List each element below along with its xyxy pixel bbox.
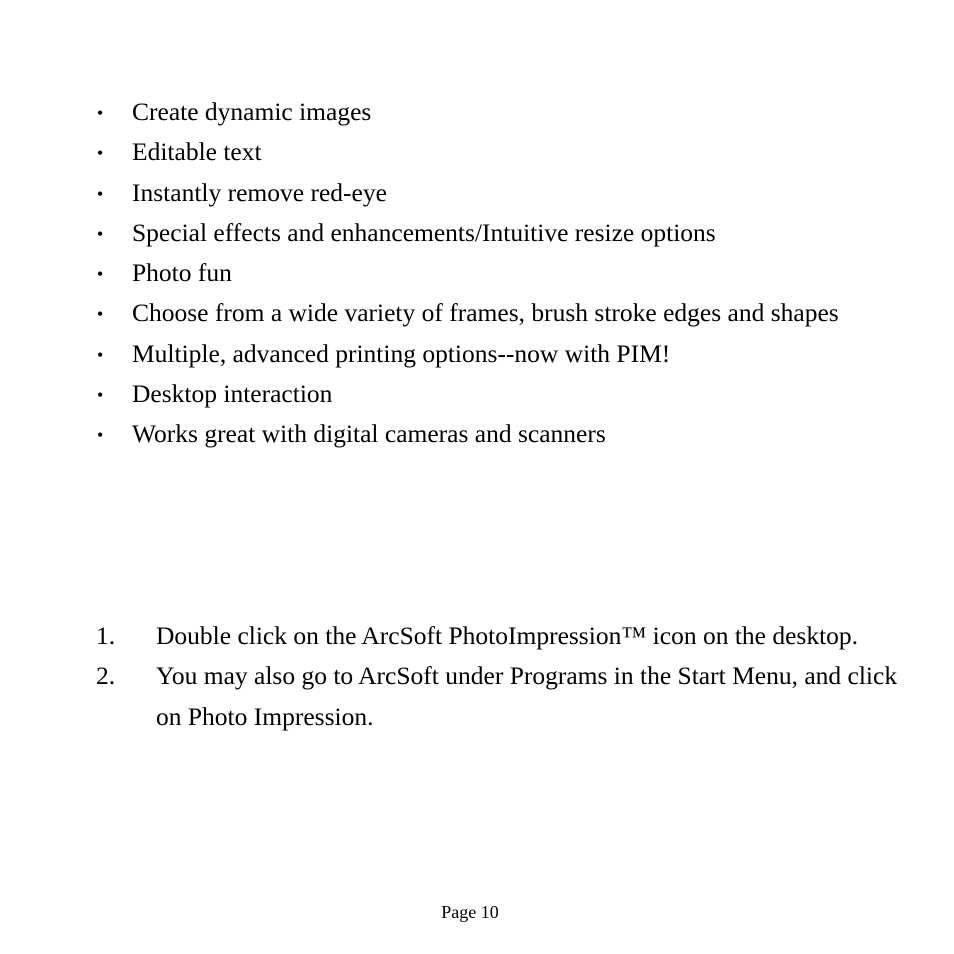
bullet-icon: • [97,103,104,123]
bullet-icon: • [97,385,104,406]
launch-steps-list [0,616,916,737]
page-number: Page 10 [441,902,499,922]
bullet-icon: • [97,425,104,446]
list-item-text: Multiple, advanced printing options--now with PIM! [132,338,671,368]
bullet-icon: • [97,143,104,164]
list-item-text: Instantly remove red-eye [132,177,387,207]
bullet-icon: • [97,344,104,365]
list-item-text: Special effects and enhancements/Intuitive resize options [132,217,716,247]
list-item-text: Choose from a wide variety of frames, brush stroke edges and shapes [132,298,839,328]
list-item-text: Desktop interaction [132,379,333,409]
bullet-icon: • [97,183,104,204]
bullet-icon: • [97,304,104,325]
list-item-text: Works great with digital cameras and scanners [132,419,606,449]
list-item-text: Photo fun [132,258,232,288]
step-item [0,656,916,737]
step-item [0,616,916,656]
bullet-icon: • [97,223,104,244]
step-text: You may also go to ArcSoft under Programs in the Start Menu, and click on Photo Impression. [156,661,898,731]
list-item-text: Create dynamic images [132,97,372,126]
step-text: Double click on the ArcSoft PhotoImpression™ icon on the desktop. [156,621,859,650]
list-item-text: Editable text [132,137,262,167]
bullet-icon: • [97,264,104,285]
step-number: 1. [96,621,116,650]
step-number: 2. [96,661,116,691]
